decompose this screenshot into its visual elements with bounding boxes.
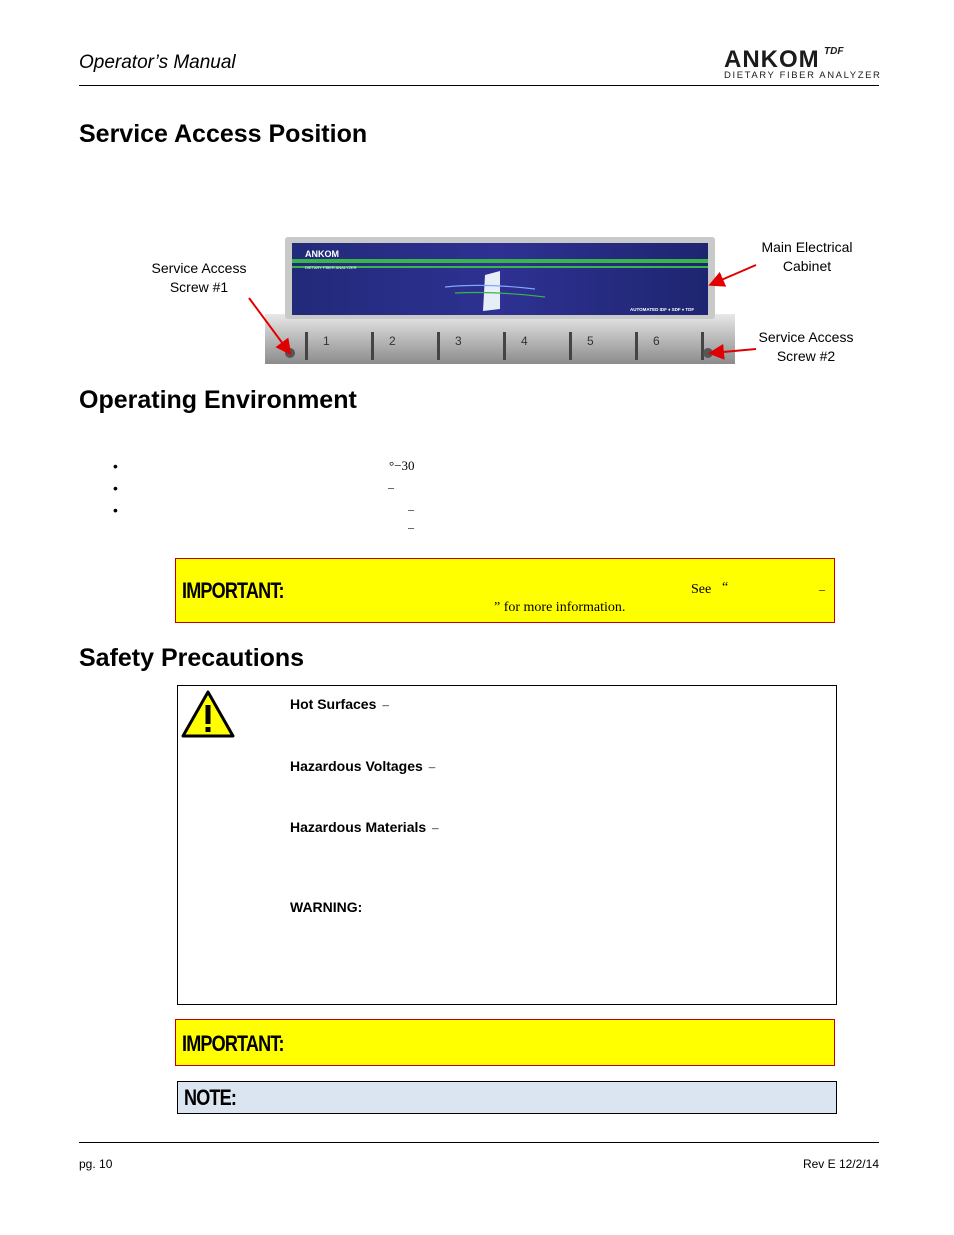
header-rule — [79, 85, 879, 86]
important-closing: ” for more information. — [494, 600, 626, 615]
revision-date: Rev E 12/2/14 — [802, 1157, 879, 1171]
station-number-3: 3 — [455, 334, 462, 348]
device-logo-glyph — [483, 271, 500, 311]
label-cabinet-line1: Main Electrical — [761, 239, 853, 255]
label-screw1-line1: Service Access — [151, 260, 247, 276]
logo-subtitle: DIETARY FIBER ANALYZER — [724, 70, 882, 81]
station-number-2: 2 — [389, 334, 396, 348]
label-screw2 — [752, 328, 860, 366]
important-label-2: IMPORTANT: — [182, 1031, 284, 1056]
hazardous-voltages-item — [290, 758, 435, 775]
heading-safety-precautions: Safety Precautions — [79, 644, 305, 672]
station-post — [635, 332, 638, 360]
env-bullet-3: • — [113, 502, 118, 518]
station-post — [701, 332, 704, 360]
important-see: See — [691, 582, 712, 597]
device-brand: ANKOM — [305, 249, 339, 259]
station-post — [503, 332, 506, 360]
logo-superscript: TDF — [824, 46, 844, 57]
note-label: NOTE: — [184, 1085, 237, 1110]
warning-label: WARNING: — [290, 899, 363, 915]
important-dash: – — [819, 582, 825, 596]
hazardous-materials-dash: – — [432, 820, 439, 835]
device-brand-sub: DIETARY FIBER ANALYZER — [305, 265, 357, 270]
station-post — [371, 332, 374, 360]
env-bullet-1-fragment: °−30 — [389, 458, 415, 473]
device-green-stripe-1 — [292, 259, 708, 263]
station-number-1: 1 — [323, 334, 330, 348]
heading-operating-environment: Operating Environment — [79, 386, 357, 414]
logo-word: ANKOM — [724, 46, 820, 73]
label-screw2-line2: Screw #2 — [776, 348, 836, 364]
footer-rule — [79, 1142, 879, 1143]
important-box-1 — [175, 558, 835, 623]
hot-surfaces-item — [290, 696, 389, 713]
hot-surfaces-label: Hot Surfaces — [290, 696, 377, 712]
hazardous-materials-item — [290, 819, 439, 836]
important-box-2 — [175, 1019, 835, 1066]
hazardous-voltages-dash: – — [428, 759, 436, 774]
device-screw-2 — [703, 348, 713, 358]
manual-title: Operator’s Manual — [79, 52, 236, 73]
station-number-4: 4 — [521, 334, 528, 348]
env-bullet-1: • — [113, 458, 118, 474]
page-number: pg. 10 — [79, 1157, 113, 1171]
device-base — [265, 314, 735, 364]
hot-surfaces-dash: – — [382, 697, 389, 712]
label-screw1-line2: Screw #1 — [169, 279, 229, 295]
important-label-1: IMPORTANT: — [182, 578, 284, 603]
heading-service-access: Service Access Position — [79, 120, 368, 148]
env-bullet-3-fragment-2: – — [408, 520, 414, 534]
station-number-6: 6 — [653, 334, 660, 348]
station-post — [569, 332, 572, 360]
label-cabinet — [752, 238, 862, 276]
env-bullet-2-fragment: – — [388, 480, 394, 494]
env-bullet-2: • — [113, 480, 118, 496]
safety-box — [177, 685, 837, 1005]
note-box — [177, 1081, 837, 1114]
device-screw-1 — [285, 348, 295, 358]
station-number-5: 5 — [587, 334, 594, 348]
hazardous-voltages-label: Hazardous Voltages — [290, 758, 423, 774]
label-screw2-line1: Service Access — [758, 329, 854, 345]
device-panel-text: AUTOMATED IDF ♦ SDF ♦ TDF — [630, 307, 695, 312]
station-post — [437, 332, 440, 360]
analyzer-device-image — [265, 237, 735, 364]
station-post — [305, 332, 308, 360]
env-bullet-3-fragment: – — [408, 502, 414, 516]
label-screw1 — [146, 259, 252, 297]
warning-triangle-icon — [180, 689, 236, 739]
ankom-logo — [722, 46, 880, 82]
hazardous-materials-label: Hazardous Materials — [290, 819, 427, 835]
label-cabinet-line2: Cabinet — [782, 258, 832, 274]
important-open-quote: “ — [722, 580, 729, 595]
